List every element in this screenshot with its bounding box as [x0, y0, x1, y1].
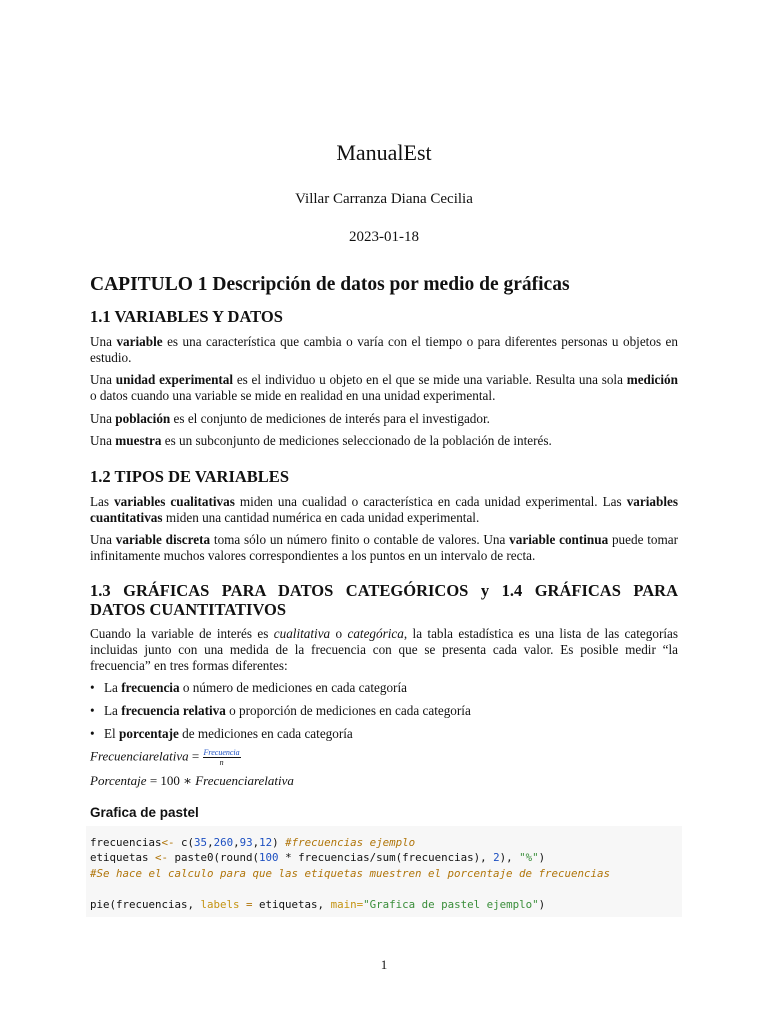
bullet-icon: •	[90, 703, 95, 718]
code-block	[86, 826, 682, 917]
document-author: Villar Carranza Diana Cecilia	[295, 191, 473, 207]
paragraph-unidad-experimental: Una unidad experimental es el individuo u objeto en el que se mide una variable. Resulta una sola medición o datos cuando una variable se mide en realidad en una unidad experimental.	[90, 372, 678, 403]
bullet-icon: •	[90, 726, 95, 741]
document-title: ManualEst	[336, 140, 432, 165]
subsection-heading-pastel: Grafica de pastel	[90, 805, 199, 820]
paragraph-frecuencia: Cuando la variable de interés es cualitativa o categórica, la tabla estadística es una lista de las categorías incluidas junto con una medida de la frecuencia con que se presenta cada valor. Es posible medir “la frecuencia” en tres formas diferentes:	[90, 626, 679, 673]
list-item: • La frecuencia o número de mediciones en cada categoría	[90, 680, 407, 695]
paragraph-variable: Una variable es una característica que cambia o varía con el tiempo o para diferentes personas u objetos en estudio.	[90, 334, 678, 365]
section-heading-1-2: 1.2 TIPOS DE VARIABLES	[90, 467, 289, 486]
fraction: $\frac{\text{Frecuencia}}{n}$	[203, 748, 240, 767]
equation-frecuencia-relativa: Frecuenciarelativa = $\frac{\text{Frecuencia}}{n}$	[90, 748, 240, 767]
code-line: #Se hace el calculo para que las etiquetas muestren el porcentaje de frecuencias	[90, 867, 611, 880]
code-line: etiquetas <- paste0(round(100 * frecuencias/sum(frecuencias), 2), "%")	[90, 851, 546, 864]
paragraph-cualitativas: Las variables cualitativas miden una cualidad o característica en cada unidad experimental. Las variables cuantitativas miden una cantidad numérica en cada unidad experimental.	[90, 494, 678, 525]
chapter-heading: CAPITULO 1 Descripción de datos por medio de gráficas	[90, 274, 570, 295]
section-heading-1-1: 1.1 VARIABLES Y DATOS	[90, 307, 283, 326]
page-number: 1	[380, 957, 388, 972]
paragraph-discreta-continua: Una variable discreta toma sólo un número finito o contable de valores. Una variable continua puede tomar infinitamente muchos valores correspondientes a los puntos en un intervalo de recta.	[90, 532, 678, 563]
paragraph-poblacion: Una población es el conjunto de mediciones de interés para el investigador.	[90, 411, 490, 426]
document-date: 2023-01-18	[349, 229, 419, 245]
list-item: • La frecuencia relativa o proporción de mediciones en cada categoría	[90, 703, 471, 718]
section-heading-1-3-line2: DATOS CUANTITATIVOS	[90, 600, 287, 619]
section-heading-1-3-line1: 1.3 GRÁFICAS PARA DATOS CATEGÓRICOS y 1.4 GRÁFICAS PARA	[90, 581, 678, 600]
code-line: frecuencias<- c(35,260,93,12) #frecuencias ejemplo	[90, 836, 416, 849]
equation-porcentaje: Porcentaje = 100 ∗ Frecuenciarelativa	[90, 773, 294, 788]
bullet-icon: •	[90, 680, 95, 695]
list-item: • El porcentaje de mediciones en cada categoría	[90, 726, 353, 741]
paragraph-muestra: Una muestra es un subconjunto de mediciones seleccionado de la población de interés.	[90, 433, 552, 448]
code-line: pie(frecuencias, labels = etiquetas, main="Grafica de pastel ejemplo")	[90, 898, 546, 911]
